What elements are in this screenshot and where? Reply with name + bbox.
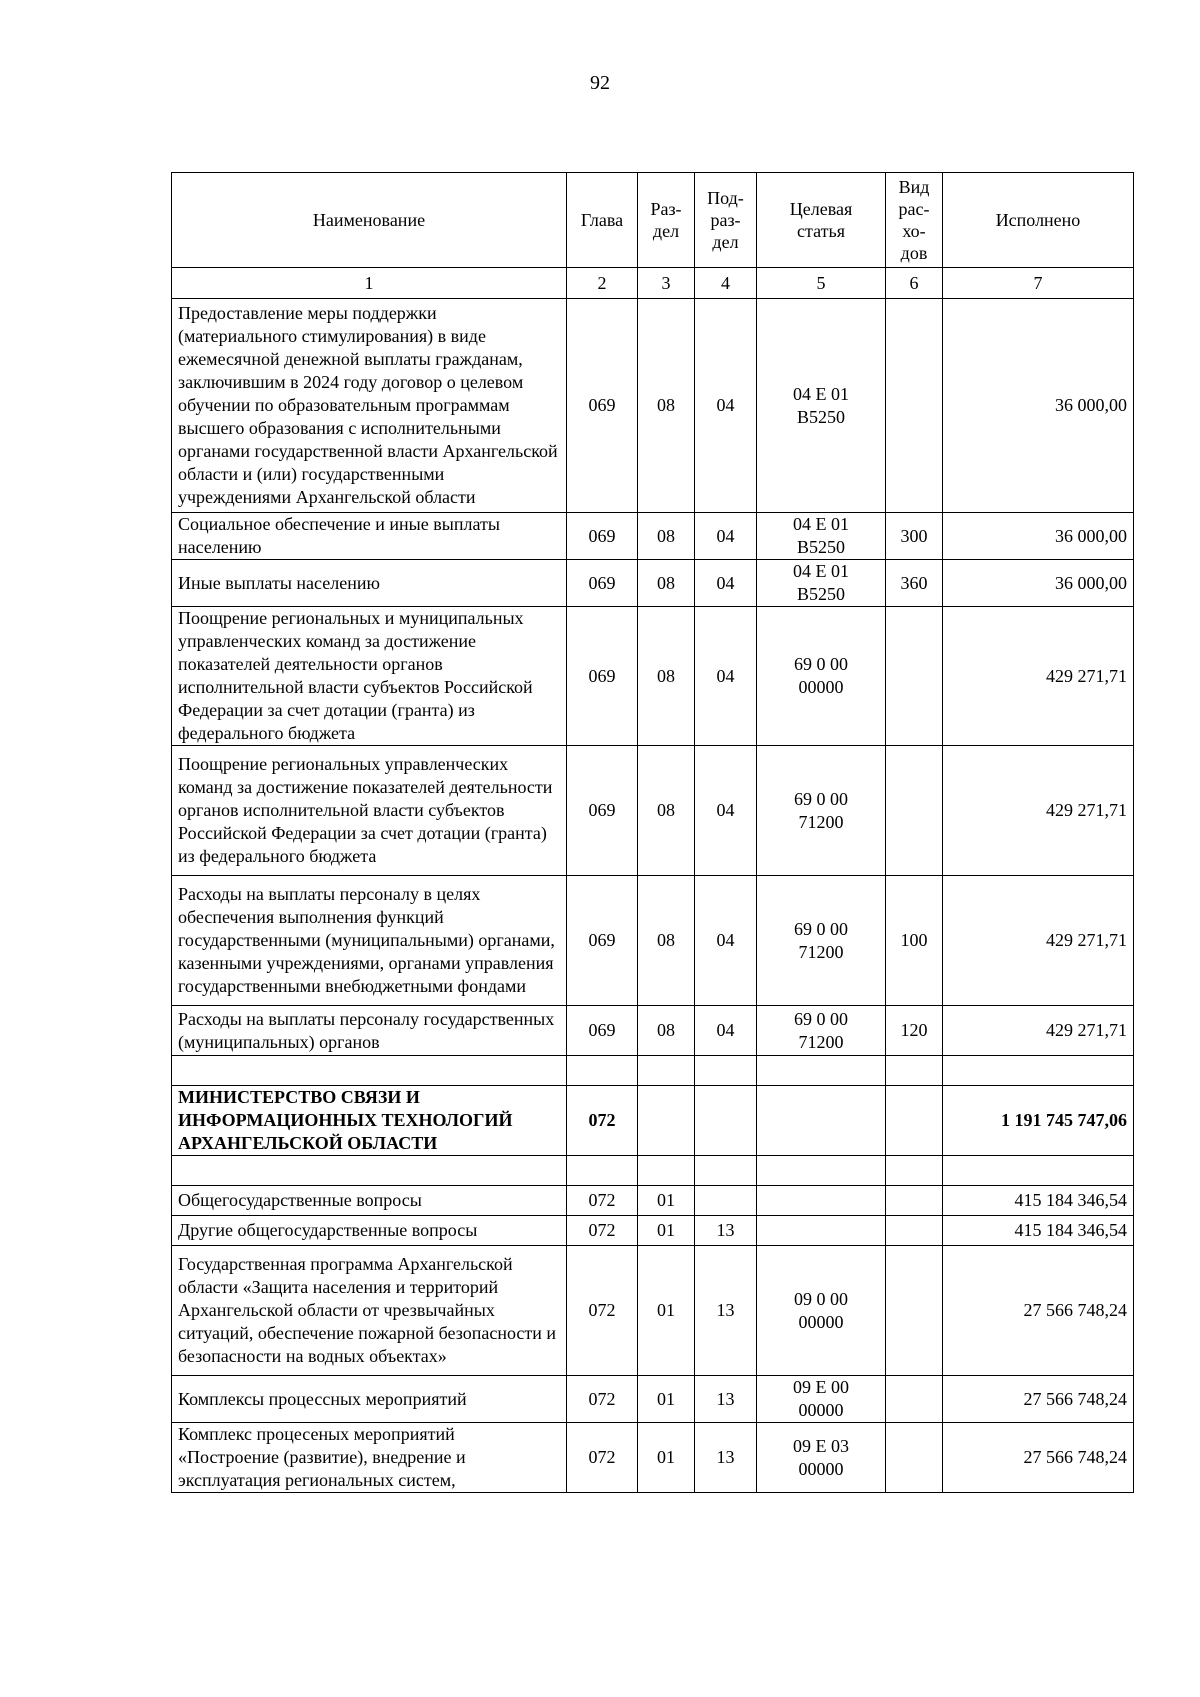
cell-statya [757,1056,886,1086]
empty-row [172,1056,1134,1086]
cell-amount: 429 271,71 [943,1006,1134,1056]
cell-name: Расходы на выплаты персоналу в целях обеспечения выполнения функций государственными (муниципальными) органами, казенными учреждениями, органами управления государственными внебюджетными фондами [172,876,567,1006]
cell-name [172,1056,567,1086]
empty-row [172,1156,1134,1186]
cell-podrazdel [695,1086,757,1156]
table-header [172,173,1134,299]
cell-amount: 429 271,71 [943,746,1134,876]
cell-vid [886,1216,943,1246]
cell-vid [886,1056,943,1086]
column-number: 1 [172,268,567,299]
table-row [172,1006,1134,1056]
cell-name: Комплексы процессных мероприятий [172,1376,567,1423]
cell-podrazdel: 13 [695,1376,757,1423]
cell-razdel [638,1086,695,1156]
cell-amount: 415 184 346,54 [943,1216,1134,1246]
cell-name [172,1156,567,1186]
budget-table [171,172,1134,1493]
table-row [172,1186,1134,1216]
header-row [172,173,1134,268]
cell-vid: 120 [886,1006,943,1056]
cell-glava [567,1156,638,1186]
cell-glava: 069 [567,746,638,876]
cell-statya: 69 0 00 71200 [757,746,886,876]
cell-podrazdel: 04 [695,560,757,607]
cell-amount: 27 566 748,24 [943,1376,1134,1423]
cell-glava: 072 [567,1216,638,1246]
cell-podrazdel [695,1156,757,1186]
cell-amount: 36 000,00 [943,513,1134,560]
cell-vid: 360 [886,560,943,607]
cell-vid: 100 [886,876,943,1006]
cell-glava: 072 [567,1186,638,1216]
cell-glava: 069 [567,299,638,513]
cell-razdel: 01 [638,1246,695,1376]
cell-razdel: 08 [638,513,695,560]
cell-statya [757,1216,886,1246]
cell-vid [886,1186,943,1216]
cell-name: Другие общегосударственные вопросы [172,1216,567,1246]
column-number: 4 [695,268,757,299]
cell-razdel: 08 [638,607,695,746]
cell-amount: 429 271,71 [943,607,1134,746]
column-number: 5 [757,268,886,299]
cell-name: Поощрение региональных управленческих команд за достижение показателей деятельности органов исполнительной власти субъектов Российской Федерации за счет дотации (гранта) из федерального бюджета [172,746,567,876]
cell-podrazdel: 13 [695,1216,757,1246]
header-name: Наименование [172,173,567,268]
cell-statya: 04 Е 01 В5250 [757,299,886,513]
cell-name: МИНИСТЕРСТВО СВЯЗИ И ИНФОРМАЦИОННЫХ ТЕХНОЛОГИЙ АРХАНГЕЛЬСКОЙ ОБЛАСТИ [172,1086,567,1156]
cell-podrazdel: 04 [695,876,757,1006]
cell-name: Общегосударственные вопросы [172,1186,567,1216]
cell-statya: 69 0 00 71200 [757,876,886,1006]
header-glava: Глава [567,173,638,268]
cell-razdel: 08 [638,1006,695,1056]
cell-razdel: 08 [638,876,695,1006]
cell-razdel: 08 [638,560,695,607]
cell-statya: 09 Е 00 00000 [757,1376,886,1423]
column-number-row [172,268,1134,299]
cell-statya: 69 0 00 00000 [757,607,886,746]
cell-amount: 1 191 745 747,06 [943,1086,1134,1156]
cell-glava: 072 [567,1086,638,1156]
cell-podrazdel [695,1056,757,1086]
table-row [172,1423,1134,1493]
cell-razdel [638,1156,695,1186]
header-amount: Исполнено [943,173,1134,268]
cell-podrazdel: 13 [695,1423,757,1493]
cell-glava: 072 [567,1246,638,1376]
cell-name: Иные выплаты населению [172,560,567,607]
cell-razdel: 01 [638,1376,695,1423]
table-row [172,876,1134,1006]
table-row [172,299,1134,513]
cell-statya: 09 0 00 00000 [757,1246,886,1376]
cell-razdel: 08 [638,299,695,513]
header-vid: Вид рас- хо- дов [886,173,943,268]
cell-podrazdel: 04 [695,513,757,560]
cell-glava: 069 [567,607,638,746]
cell-razdel [638,1056,695,1086]
cell-podrazdel: 04 [695,299,757,513]
cell-podrazdel: 04 [695,607,757,746]
cell-name: Государственная программа Архангельской области «Защита населения и территорий Архангельской области от чрезвычайных ситуаций, обеспечение пожарной безопасности и безопасности на водных объектах» [172,1246,567,1376]
column-number: 2 [567,268,638,299]
cell-vid [886,1423,943,1493]
table-row [172,560,1134,607]
cell-name: Социальное обеспечение и иные выплаты населению [172,513,567,560]
cell-vid [886,1376,943,1423]
cell-vid [886,1156,943,1186]
table-row [172,746,1134,876]
cell-vid [886,607,943,746]
cell-name: Поощрение региональных и муниципальных управленческих команд за достижение показателей деятельности органов исполнительной власти субъектов Российской Федерации за счет дотации (гранта) из федерального бюджета [172,607,567,746]
cell-vid [886,299,943,513]
cell-glava: 069 [567,876,638,1006]
cell-statya: 09 Е 03 00000 [757,1423,886,1493]
cell-amount: 36 000,00 [943,560,1134,607]
table-row [172,1216,1134,1246]
cell-amount: 429 271,71 [943,876,1134,1006]
table-row [172,513,1134,560]
cell-glava: 069 [567,513,638,560]
cell-amount [943,1056,1134,1086]
cell-vid: 300 [886,513,943,560]
cell-vid [886,1246,943,1376]
cell-razdel: 08 [638,746,695,876]
cell-glava: 069 [567,1006,638,1056]
header-statya: Целевая статья [757,173,886,268]
table-row [172,607,1134,746]
cell-name: Предоставление меры поддержки (материального стимулирования) в виде ежемесячной денежной выплаты гражданам, заключившим в 2024 году договор о целевом обучении по образовательным программам высшего образования с исполнительными органами государственной власти Архангельской области и (или) государственными учреждениями Архангельской области [172,299,567,513]
header-podrazdel: Под- раз- дел [695,173,757,268]
table-row [172,1376,1134,1423]
cell-glava: 069 [567,560,638,607]
cell-amount [943,1156,1134,1186]
column-number: 6 [886,268,943,299]
table-row [172,1246,1134,1376]
cell-podrazdel: 04 [695,1006,757,1056]
column-number: 3 [638,268,695,299]
cell-statya [757,1086,886,1156]
cell-razdel: 01 [638,1216,695,1246]
cell-podrazdel [695,1186,757,1216]
cell-statya: 69 0 00 71200 [757,1006,886,1056]
cell-name: Расходы на выплаты персоналу государственных (муниципальных) органов [172,1006,567,1056]
cell-statya [757,1186,886,1216]
cell-statya: 04 Е 01 В5250 [757,513,886,560]
page-number: 92 [590,72,610,94]
cell-glava: 072 [567,1423,638,1493]
cell-razdel: 01 [638,1423,695,1493]
cell-statya [757,1156,886,1186]
column-number: 7 [943,268,1134,299]
cell-amount: 27 566 748,24 [943,1423,1134,1493]
header-razdel: Раз- дел [638,173,695,268]
cell-statya: 04 Е 01 В5250 [757,560,886,607]
cell-amount: 36 000,00 [943,299,1134,513]
cell-razdel: 01 [638,1186,695,1216]
cell-amount: 27 566 748,24 [943,1246,1134,1376]
cell-glava [567,1056,638,1086]
cell-vid [886,1086,943,1156]
cell-podrazdel: 13 [695,1246,757,1376]
table-row [172,1086,1134,1156]
table-body [172,299,1134,1493]
cell-podrazdel: 04 [695,746,757,876]
cell-name: Комплекс процесеных мероприятий «Построение (развитие), внедрение и эксплуатация региональных систем, [172,1423,567,1493]
cell-glava: 072 [567,1376,638,1423]
cell-amount: 415 184 346,54 [943,1186,1134,1216]
cell-vid [886,746,943,876]
